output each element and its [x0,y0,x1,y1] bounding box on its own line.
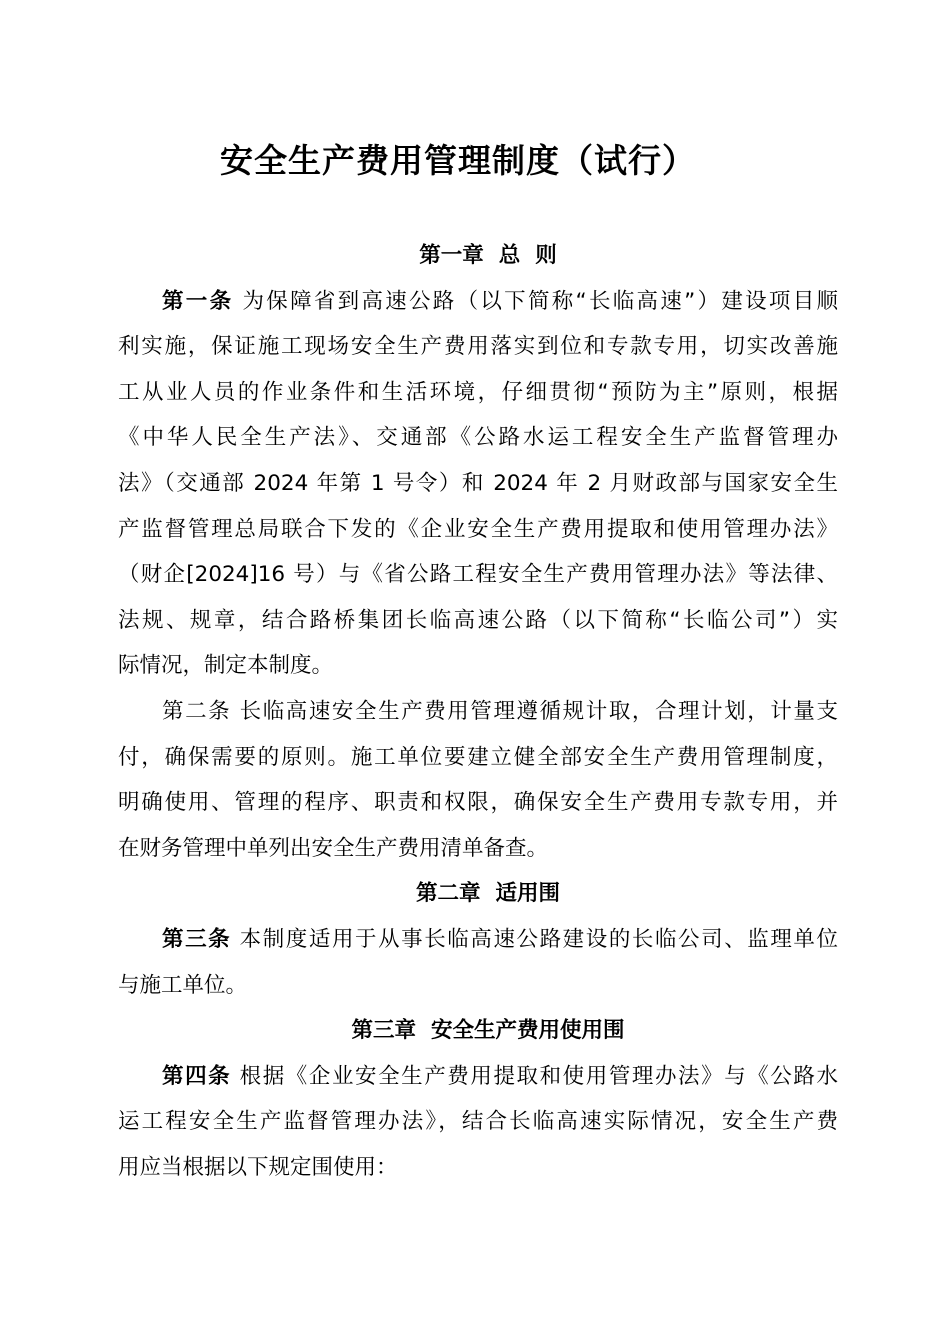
document-body [118,233,838,1190]
article-1 [118,279,838,689]
article-2-line-1: 第二条 长临高速安全生产费用管理遵循规计取，合理计划，计量支 [162,698,838,724]
chapter-3-heading: 第三章 安全生产费用使用围 [351,1018,625,1044]
article-4 [118,1054,838,1191]
article-3-line-2: 与施工单位。 [118,972,248,998]
article-2-line-2: 付，确保需要的原则。施工单位要建立健全部安全生产费用管理制度， [118,744,838,770]
chapter-1-heading: 第一章 总 则 [419,243,557,268]
article-4-line-1: 第四条 根据《企业安全生产费用提取和使用管理办法》与《公路水 [162,1063,838,1089]
chapter-2-heading: 第二章 适用围 [416,881,560,907]
document-title: 安全生产费用管理制度（试行） [220,141,696,180]
article-4-label: 第四条 [162,1063,232,1089]
article-1-line-5: 法》（交通部 2024 年第 1 号令）和 2024 年 2 月财政部与国家安全生 [118,470,838,496]
article-1-line-4: 《中华人民全生产法》、交通部《公路水运工程安全生产监督管理办 [118,425,838,451]
article-4-line-2: 运工程安全生产监督管理办法》，结合长临高速实际情况，安全生产费 [118,1109,838,1135]
article-1-line-3: 工从业人员的作业条件和生活环境，仔细贯彻“预防为主”原则，根据 [118,379,838,405]
article-1-line-2: 利实施，保证施工现场安全生产费用落实到位和专款专用，切实改善施 [118,334,838,360]
article-2-line-3: 明确使用、管理的程序、职责和权限，确保安全生产费用专款专用，并 [118,790,838,816]
article-4-line-3: 用应当根据以下规定围使用： [118,1154,398,1180]
article-1-label: 第一条 [162,288,234,314]
article-2 [118,689,838,871]
article-1-line-8: 法规、规章，结合路桥集团长临高速公路（以下简称“长临公司”）实 [118,607,838,633]
article-3-line-1: 第三条 本制度适用于从事长临高速公路建设的长临公司、监理单位 [162,926,838,952]
article-3 [118,917,838,1008]
article-1-line-6: 产监督管理总局联合下发的《企业安全生产费用提取和使用管理办法》 [118,516,838,542]
article-1-line-9: 际情况，制定本制度。 [118,653,334,679]
article-2-line-4: 在财务管理中单列出安全生产费用清单备查。 [118,835,549,861]
article-3-label: 第三条 [162,926,232,952]
article-1-line-1: 第一条 为保障省到高速公路（以下简称“长临高速”）建设项目顺 [162,288,838,314]
article-1-line-7: （财企[2024]16 号）与《省公路工程安全生产费用管理办法》等法律、 [118,562,838,588]
